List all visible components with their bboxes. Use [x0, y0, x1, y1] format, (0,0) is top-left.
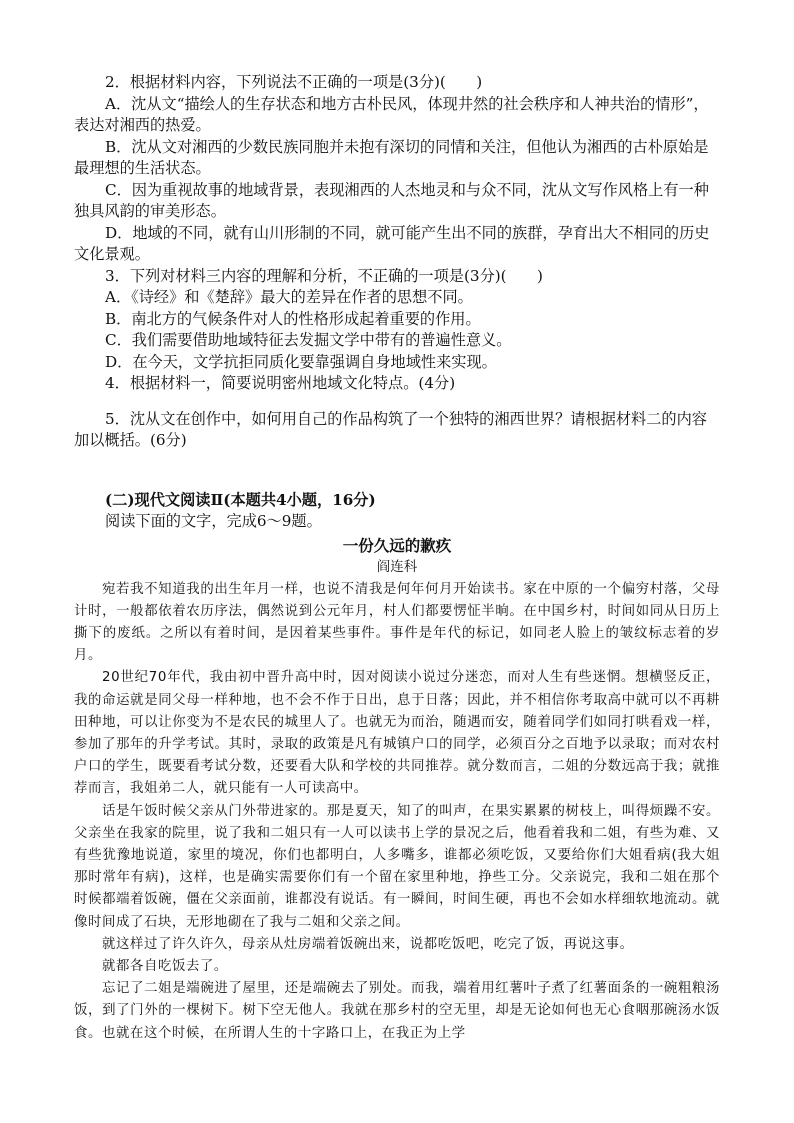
- section-instruction: 阅读下面的文字，完成6～9题。: [105, 512, 322, 530]
- story-paragraph: 宛若我不知道我的出生年月一样，也说不清我是何年何月开始读书。家在中原的一个偏穷村落，父母计时，一般都依着农历序法，偶然说到公元年月，村人们都要愣怔半晌。在中国乡村，时间如同从日历上撕下的废纸。之所以有着时间，是因着某些事件。事件是年代的标记，如同老人脸上的皱纹标志着的岁月。: [74, 581, 720, 664]
- question-4: 4．根据材料一，简要说明密州地域文化特点。(4分): [105, 374, 456, 392]
- section-heading-text: (二)现代文阅读Ⅱ(本题共4小题，16分): [105, 490, 376, 509]
- answer-space: [74, 395, 720, 409]
- section-heading: [74, 490, 720, 512]
- questions-part1: [74, 72, 720, 395]
- question-3: 3．下列对材料三内容的理解和分析，不正确的一项是(3分)( ): [105, 266, 543, 285]
- question-2-option-d: D．地域的不同，就有山川形制的不同，就可能产生出不同的族群，孕育出大不相同的历史文化景观。: [74, 223, 710, 263]
- story-title: 一份久远的歉疚: [342, 536, 452, 555]
- story-author: 阎连科: [376, 558, 418, 575]
- question-2-option-c: C．因为重视故事的地域背景，表现湘西的人杰地灵和与众不同，沈从文写作风格上有一种独具风韵的审美形态。: [74, 180, 709, 220]
- story-body: [74, 579, 720, 1045]
- question-3-option-b: B．南北方的气候条件对人的性格形成起着重要的作用。: [105, 309, 481, 328]
- question-2: 2．根据材料内容，下列说法不正确的一项是(3分)( ): [105, 73, 483, 91]
- question-5: 5．沈从文在创作中，如何用自己的作品构筑了一个独特的湘西世界？请根据材料二的内容加以概括。(6分): [74, 409, 707, 449]
- story-paragraph: 就都各自吃饭去了。: [102, 958, 228, 974]
- story-paragraph: 话是午饭时候父亲从门外带进家的。那是夏天，知了的叫声，在果实累累的树枝上，叫得烦躁不安。父亲坐在我家的院里，说了我和二姐只有一人可以读书上学的景况之后，他看着我和二姐，有些为难、又有些犹豫地说道，家里的境况，你们也都明白，人多嘴多，谁都必须吃饭，又要给你们大姐看病(我大姐那时常年有病)，这样，也是确实需要你们有一个留在家里种地，挣些工分。父亲说完，我和二姐在那个时候都端着饭碗，僵在父亲面前，谁都没有说话。有一瞬间，时间生硬，再也不会如水样细软地流动。就像时间成了石块，无形地砌在了我与二姐和父亲之间。: [74, 803, 720, 930]
- story-paragraph: 20世纪70年代，我由初中晋升高中时，因对阅读小说过分迷恋，而对人生有些迷惘。想横竖反正，我的命运就是同父母一样种地，也不会不作于日出，息于日落；因此，并不相信你考取高中就可以不再耕田种地，可以让你变为不是农民的城里人了。也就无为而治，随遇而安，随着同学们如同打哄看戏一样，参加了那年的升学考试。其时，录取的政策是凡有城镇户口的同学，必须百分之百地予以录取；而对农村户口的学生，既要看考试分数，还要看大队和学校的共同推荐。就分数而言，二姐的分数远高于我；就推荐而言，我姐弟二人，就只能有一人可读高中。: [74, 670, 720, 797]
- story-paragraph: 就这样过了许久许久，母亲从灶房端着饭碗出来，说都吃饭吧，吃完了饭，再说这事。: [102, 936, 634, 952]
- question-2-option-a: A．沈从文“描绘人的生存状态和地方古朴民风，体现井然的社会秩序和人神共治的情形”，表达对湘西的热爱。: [74, 94, 709, 134]
- exam-page: [74, 72, 720, 1045]
- answer-space: [74, 452, 720, 490]
- question-2-option-b: B．沈从文对湘西的少数民族同胞并未抱有深切的同情和关注，但他认为湘西的古朴原始是最理想的生活状态。: [74, 137, 709, 177]
- question-3-option-d: D．在今天，文学抗拒同质化要靠强调自身地域性来实现。: [105, 352, 497, 371]
- question-3-option-a: A．《诗经》和《楚辞》最大的差异在作者的思想不同。: [105, 288, 473, 306]
- story-paragraph: 忘记了二姐是端碗进了屋里，还是端碗去了别处。而我，端着用红薯叶子煮了红薯面条的一碗粗粮汤饭，到了门外的一棵树下。树下空无他人。我就在那乡村的空无里，却是无论如何也无心食咽那碗汤水饭食。也就在这个时候，在所谓人生的十字路口上，在我正为上学: [74, 981, 720, 1041]
- question-3-option-c: C．我们需要借助地域特征去发掘文学中带有的普遍性意义。: [105, 331, 512, 349]
